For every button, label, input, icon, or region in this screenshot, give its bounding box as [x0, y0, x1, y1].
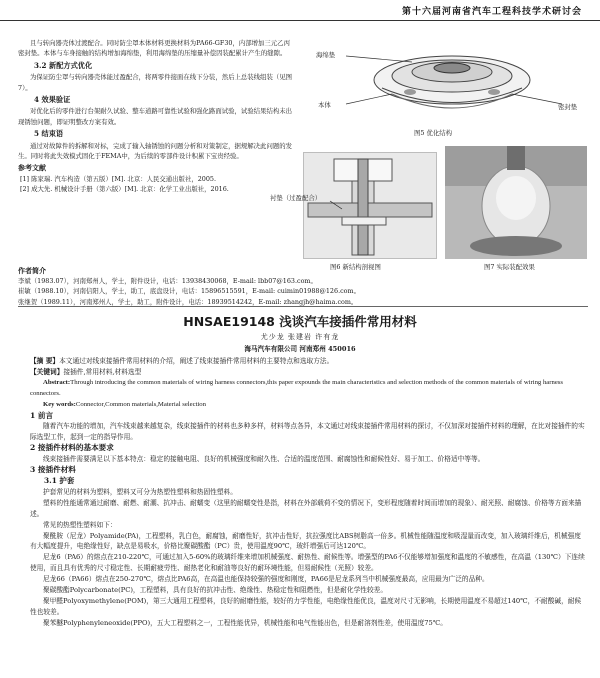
reference-item: [2] 成大先. 机械设计手册（第六版）[M]. 北京：化学工业出版社，2016. [20, 185, 229, 194]
keywords-text: 接插件,常用材料,材料选型 [63, 367, 142, 376]
paragraph: 对优化后的零件进行台架耐久试验、整车道路可靠性试验和强化路面试验，试验结果结构未出现锈蚀问题，即证明整改方案有效。 [18, 107, 293, 126]
figure-5-caption: 图5 优化结构 [414, 129, 453, 137]
paragraph: 聚苯醚Polyphenyleneoxide(PPO)，五大工程塑料之一，工程性能优异，机械性能和电气性能出色，但是耐溶剂性差，使用温度75℃。 [43, 618, 447, 627]
article-divider [18, 306, 588, 307]
paragraph: 线束接插件需要满足以下基本特点：稳定的接触电阻、良好的机械强度和耐久性、合适的温度范围、耐腐蚀性和耐候性好、易于加工、价格适中等等。 [43, 455, 485, 464]
keywords-en-label: Key words: [43, 400, 76, 408]
paragraph: 且与转向器壳体过渡配合。同时防尘罩本体材料更换材料为PA66-GF30，内部增加三元乙丙密封垫。本体与车身接触的结构增加海绵垫，利用海绵垫的压缩量补偿因装配累计产生的缝隙。 [18, 39, 290, 58]
author-info [18, 266, 588, 307]
figure-label: 本体 [318, 101, 331, 109]
abstract-en-label: Abstract: [43, 378, 71, 386]
article-affiliation: 海马汽车有限公司 河南郑州 450016 [244, 345, 356, 353]
figure-7-photo [445, 146, 587, 259]
journal-name: 第十六届河南省汽车工程科技学术研讨会 [401, 7, 582, 17]
paragraph: 护套常见的材料为塑料，塑料又可分为热塑性塑料和热固性塑料。 [43, 487, 237, 496]
article-title: HNSAE19148 浅谈汽车接插件常用材料 [183, 314, 417, 329]
article-authors: 尤少龙 张建岩 许有龙 [260, 333, 340, 341]
paragraph: 塑料的性能通常通过耐磨、耐燃、耐潮、抗冲击、耐蠕变（这里的耐蠕变性是指，材料在外部载荷不变的情况下，变形程度随着时间而增加的现象）、耐光照、耐腐蚀、价格等方面来描述。 [30, 498, 582, 518]
keywords-label: 【关键词】 [30, 367, 64, 376]
article-body [30, 356, 585, 629]
reference-item: [1] 陈家瑞. 汽车构造（第五版）[M]. 北京：人民交通出版社，2005. [20, 174, 217, 183]
abstract-en [30, 378, 585, 400]
figure-6-caption: 图6 新结构剖视图 [330, 263, 381, 271]
figure-label: 海绵垫 [316, 51, 336, 59]
abstract [30, 356, 585, 367]
section-heading: 3.2 新配方式优化 [34, 60, 93, 70]
figure-5-optimized-structure [312, 32, 586, 127]
figure-7-drawing [445, 146, 587, 259]
paragraph: 随着汽车功能的增加，汽车线束越来越复杂，线束接插件的材料也多种多样，材料等点各异，本文通过对线束接插件常用材料的探讨，不仅加深对接插件材料的理解，在比对接插件的实际选型工作，起到一定的指导作用。 [30, 422, 585, 442]
abstract-en-text: Through introducing the common materials of wiring harness connectors,this paper expounds the main characteristics and selection methods of the common materials of wiring harness connectors. [30, 378, 564, 397]
keywords [30, 367, 585, 378]
paragraph: 常见的热塑性塑料如下： [43, 520, 117, 529]
section-heading: 1 前言 [30, 410, 54, 420]
author-info-heading: 作者简介 [18, 266, 46, 275]
keywords-en [30, 400, 585, 411]
author-line: 张继贺（1989.11），河南郑州人，学士，助工，附件设计，电话：18939514242，E-mail: zhangjh@haima.com。 [18, 297, 358, 306]
references-heading: 参考文献 [18, 163, 46, 173]
keywords-en-text: Connector,Common materials,Material selection [75, 400, 206, 408]
running-header [0, 0, 600, 21]
author-line: 崔敏（1988.10），河南信阳人，学士，助工，底盘设计，电话：15896515591，E-mail: cuimin01988@126.com。 [18, 287, 360, 296]
figure-6-section-view [270, 152, 437, 259]
paragraph: 聚甲醛Polyoxymethylene(POM)，第三大通用工程塑料，良好的耐磨性能，较好的力学性能，电绝缘性能优良，温度对尺寸无影响，长期使用温度不易超过140℃，不耐酸碱，耐候性也较差。 [30, 596, 582, 616]
figure-6-drawing [304, 153, 436, 258]
paragraph: 通过对故障件的拆解和对标，完成了输入轴锈蚀的问题分析和对策制定，据规解决此问题的发生。同时将此失效模式固化于FEMA中，为后续的零部件设计积累下宝贵经验。 [18, 141, 293, 161]
paragraph: 尼龙66（PA66）熔点在250-270℃，熔点比PA6高，在高温也能保持较强的强度和刚度，PA66是尼龙系列当中机械强度最高，应用最为广泛的品种。 [43, 575, 489, 584]
subsection-heading: 3.1 护套 [44, 475, 75, 485]
abstract-label: 【摘 要】 [30, 357, 60, 365]
abstract-text: 本文通过对线束接插件常用材料的介绍，阐述了线束接插件常用材料的主要特点和选取方法。 [59, 357, 334, 365]
figure-7-caption: 图7 实际装配效果 [484, 263, 535, 271]
paragraph: 聚碳酸酯Polycarbonate(PC)，工程塑料，具有良好的抗冲击性、绝缘性、热稳定性和阻燃性，但是耐化学性较差。 [43, 586, 388, 595]
section-heading: 2 接插件材料的基本要求 [30, 443, 114, 453]
author-line: 李斌（1983.07），河南郑州人，学士，附件设计，电话：13938430068，E-mail: lbb07@163.com。 [18, 277, 317, 286]
figure-label: 密封垫 [558, 103, 578, 111]
figure-5-drawing [312, 32, 586, 127]
paragraph: 为保证防尘罩与转向器壳体能过盈配合，将两零件接面在线下分装，然后上总装线组装（见图7）。 [18, 73, 293, 92]
paragraph: 聚酰胺（尼龙）Polyamide(PA)，工程塑料，乳白色，耐腐蚀，耐磨性好，抗冲击性好，抗拉强度比ABS树脂高一倍多。机械性能随温度和吸湿量而改变，加入玻璃纤维后，机械强度有大幅度提升，电绝缘性好，缺点是易吸水，价格比聚碳酸酯（PC）贵，使用温度90℃，玻纤增强后可达120℃。 [30, 531, 581, 551]
section-heading: 5 结束语 [34, 129, 64, 139]
section-heading: 4 效果验证 [34, 95, 71, 105]
figure-label: 衬垫（过盈配合） [270, 194, 322, 202]
section-heading: 3 接插件材料 [30, 465, 76, 475]
paragraph: 尼龙6（PA6）的熔点在210-220℃，可通过加入5-60%的玻璃纤维来增加机械强度、耐热性、耐候性等。增强型的PA6不仅能够增加强度和温度的不敏感性，在高温（130℃）下连续使用，而且具有优秀的尺寸稳定性、长期耐疲劳性、耐热老化和耐油等良好的耐环境性能，但易耐候性（光照）较差。 [30, 553, 585, 573]
previous-article-text [18, 38, 296, 195]
